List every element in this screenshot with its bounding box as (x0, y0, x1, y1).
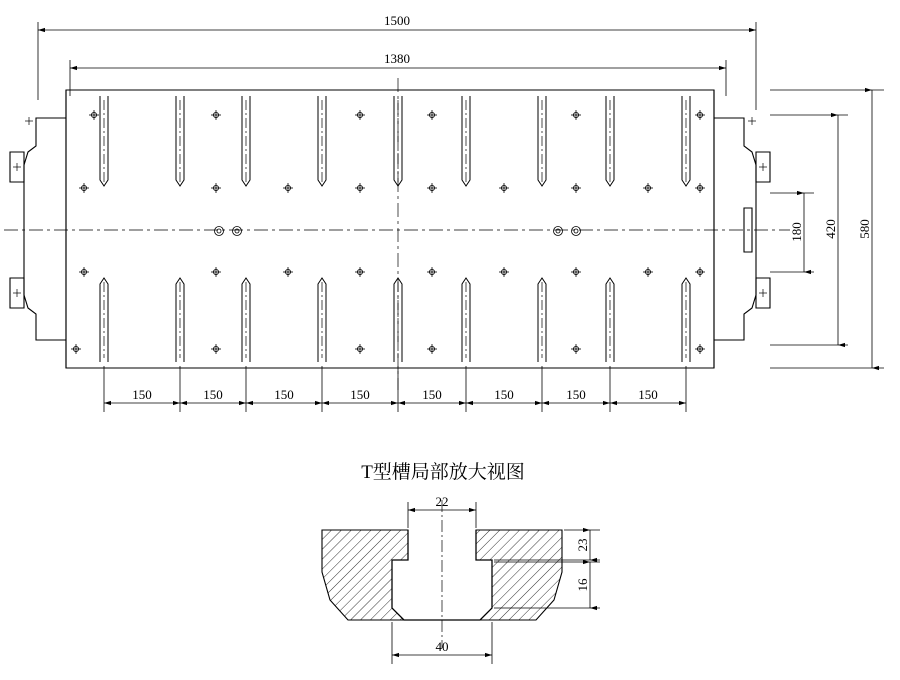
dimension-slot-pitch-chain (104, 366, 686, 412)
dimension-slot-pitch-3-label: 150 (274, 387, 294, 402)
t-slot-detail-view (322, 500, 562, 648)
dimension-slot-pitch-6-label: 150 (494, 387, 514, 402)
dimension-slot-mouth-width-label: 22 (435, 494, 449, 509)
dimension-inner-length-label: 1380 (384, 51, 410, 66)
t-slot-group (100, 96, 690, 362)
detail-view-title: T型槽局部放大视图 (361, 462, 525, 483)
center-lines (4, 78, 790, 390)
dimension-slot-base-width-label: 40 (435, 639, 449, 654)
dimension-slot-pitch-8-label: 150 (638, 387, 658, 402)
dimension-inner-height-label: 420 (823, 219, 838, 239)
dimension-overall-length-label: 1500 (384, 13, 410, 28)
dimension-center-height-label: 180 (789, 222, 804, 242)
dimension-slot-depth-lower-label: 16 (575, 578, 590, 592)
plate-outline (10, 90, 770, 368)
dimension-slot-pitch-5-label: 150 (422, 387, 442, 402)
dimension-slot-pitch-2-label: 150 (203, 387, 223, 402)
dimension-overall-height-label: 580 (857, 219, 872, 239)
dimension-slot-pitch-4-label: 150 (350, 387, 370, 402)
dimension-slot-pitch-7-label: 150 (566, 387, 586, 402)
dimension-slot-depth-total-label: 23 (575, 538, 590, 552)
hole-marks (13, 110, 767, 354)
dimension-slot-pitch-1-label: 150 (132, 387, 152, 402)
dimension-overall-length (38, 22, 756, 110)
